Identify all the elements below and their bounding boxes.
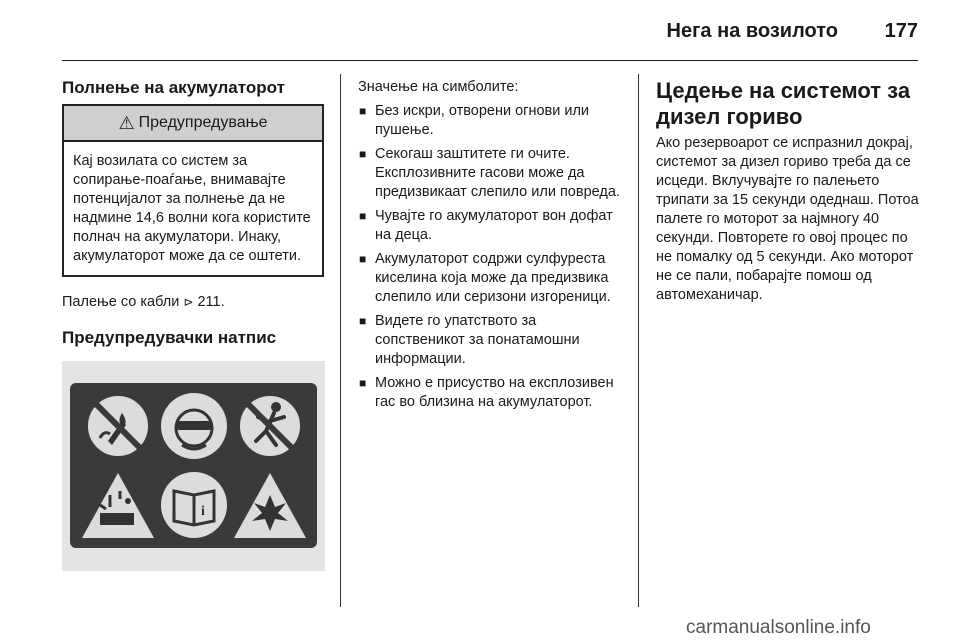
header-rule <box>62 60 918 61</box>
list-item <box>358 207 620 245</box>
warning-header <box>64 106 322 142</box>
section-title-diesel-bleeding: Цедење на системот за дизел гориво <box>656 78 911 129</box>
warning-triangle-icon: ⚠ <box>118 112 135 133</box>
bullet-icon: ■ <box>359 209 367 223</box>
list-item <box>358 374 620 412</box>
manual-book-icon <box>161 472 227 538</box>
list-item <box>358 312 620 369</box>
jump-start-text: Палење со кабли <box>62 294 180 310</box>
column-divider-right <box>638 74 639 607</box>
list-item-text: Чувајте го акумулаторот вон дофат на деца. <box>375 208 613 243</box>
battery-warning-label-graphic <box>70 383 317 548</box>
list-item <box>358 250 620 307</box>
list-item-text: Акумулаторот содржи сулфуреста киселина која може да предизвика слепило или серизони изгореници. <box>375 251 611 305</box>
list-item <box>358 102 620 140</box>
column-2 <box>358 78 620 412</box>
bullet-icon: ■ <box>359 147 367 161</box>
bullet-icon: ■ <box>359 104 367 118</box>
eye-protection-icon <box>161 393 227 459</box>
warning-box <box>62 104 324 277</box>
column-3 <box>656 78 920 305</box>
bullet-icon: ■ <box>359 376 367 390</box>
list-item <box>358 145 620 202</box>
list-item-text: Секогаш заштитете ги очите. Експлозивните гасови може да предизвикаат слепило или повреда. <box>375 146 620 200</box>
no-fire-icon <box>85 393 151 459</box>
svg-text:i: i <box>201 504 205 519</box>
bullet-icon: ■ <box>359 314 367 328</box>
section-title-battery-charging: Полнење на акумулаторот <box>62 78 285 97</box>
column-1 <box>62 78 324 571</box>
page-header-title: Нега на возилото <box>666 20 838 42</box>
warning-text: Кај возилата со систем за сопирање-поаѓање, внимавајте потенцијалот за полнење да не надмине 14,6 волни кога користите полнач на акумулатори. Инаку, акумулаторот може да се оштети. <box>73 153 311 264</box>
symbols-intro: Значење на симболите: <box>358 79 519 95</box>
list-item-text: Без искри, отворени огнови или пушење. <box>375 103 590 138</box>
column-divider-left <box>340 74 341 607</box>
warning-label: Предупредување <box>138 114 268 131</box>
warning-label-image <box>62 361 325 571</box>
list-item-text: Видете го упатството за сопственикот за понатамошни информации. <box>375 313 580 367</box>
page-number: 177 <box>884 20 918 42</box>
bullet-icon: ■ <box>359 252 367 266</box>
section-title-warning-label: Предупредувачки натпис <box>62 328 277 347</box>
watermark: carmanualsonline.info <box>686 617 871 638</box>
diesel-bleeding-text: Ако резервоарот се испразнил докрај, системот за дизел гориво треба да се исцеди. Вклучувајте го палењето трипати за 15 секунди одеднаш. Потоа палете го моторот за најмногу 40 секунди. Повторете го овој процес по не помалку од 5 секунди. Ако моторот не се пали, побарајте помош од автомеханичар. <box>656 135 919 303</box>
jump-start-reference <box>62 293 324 312</box>
arrow-ref-icon: ⊳ <box>183 295 194 309</box>
jump-start-page-link[interactable]: 211. <box>197 294 225 310</box>
symbol-meanings-list <box>358 102 620 412</box>
keep-away-children-icon <box>237 393 303 459</box>
list-item-text: Можно е присуство на експлозивен гас во близина на акумулаторот. <box>375 375 614 410</box>
